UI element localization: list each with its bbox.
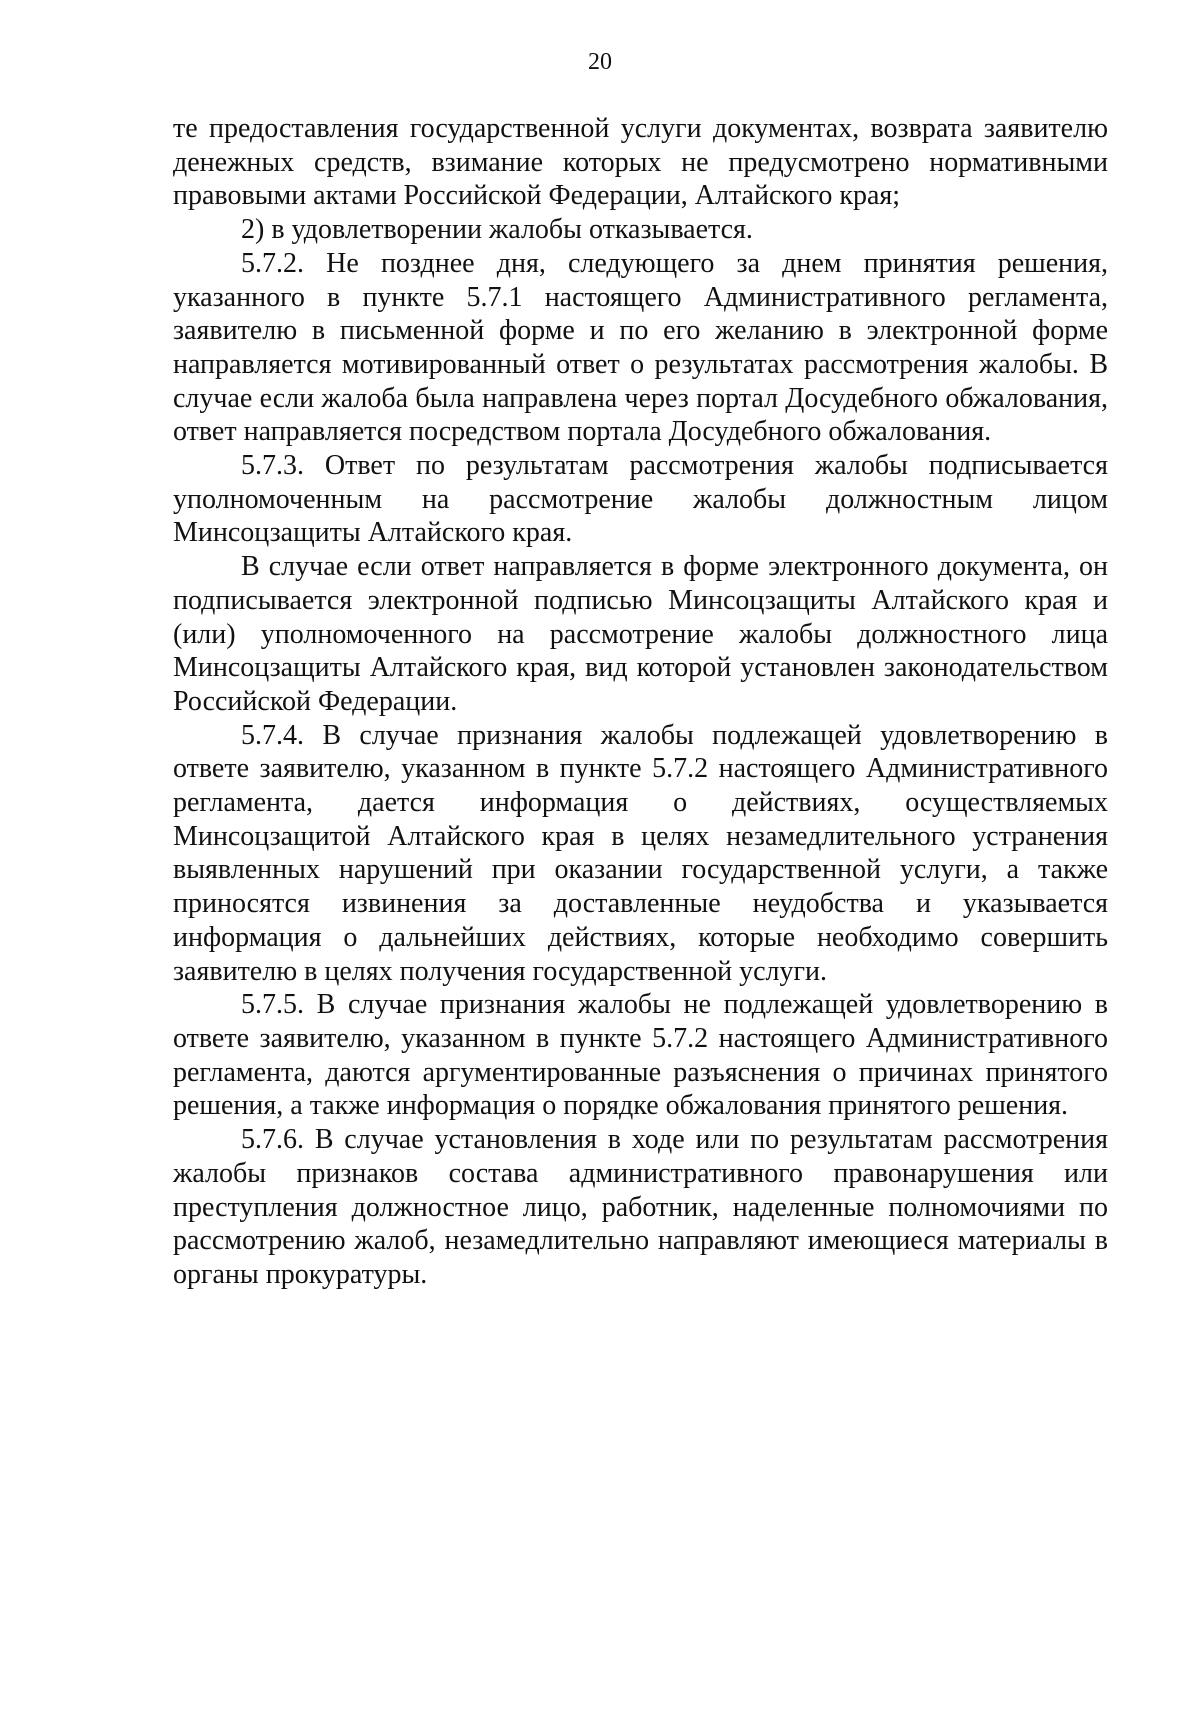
paragraph-5-7-6: 5.7.6. В случае установления в ходе или по результатам рассмотрения жалобы признаков состава административного правонарушения или преступления должностное лицо, работник, наделенные полномочиями по рассмотрению жалоб, незамедлительно направляют имеющиеся материалы в органы прокуратуры. (173, 1124, 1108, 1290)
paragraph-5-7-2: 5.7.2. Не позднее дня, следующего за днем принятия решения, указанного в пункте 5.7.1 настоящего Административного регламента, заявителю в письменной форме и по его желанию в электронной форме направляется мотивированный ответ о результатах рассмотрения жалобы. В случае если жалоба была направлена через портал Досудебного обжалования, ответ направляется посредством портала Досудебного обжалования. (173, 247, 1108, 448)
paragraph-electronic-signature: В случае если ответ направляется в форме электронного документа, он подписывается электронной подписью Минсоцзащиты Алтайского края и (или) уполномоченного на рассмотрение жалобы должностного лица Минсоцзащиты Алтайского края, вид которой установлен законодательством Российской Федерации. (173, 551, 1108, 717)
paragraph-5-7-5: 5.7.5. В случае признания жалобы не подлежащей удовлетворению в ответе заявителю, указанном в пункте 5.7.2 настоящего Административного регламента, даются аргументированные разъяснения о причинах принятого решения, а также информация о порядке обжалования принятого решения. (173, 989, 1108, 1122)
paragraph-item-2: 2) в удовлетворении жалобы отказывается. (241, 214, 753, 246)
paragraph-5-7-3: 5.7.3. Ответ по результатам рассмотрения жалобы подписывается уполномоченным на рассмотрение жалобы должностным лицом Минсоцзащиты Алтайского края. (173, 450, 1108, 549)
page-number: 20 (588, 49, 612, 75)
paragraph-5-7-4: 5.7.4. В случае признания жалобы подлежащей удовлетворению в ответе заявителю, указанном в пункте 5.7.2 настоящего Административного регламента, дается информация о действиях, осуществляемых Минсоцзащитой Алтайского края в целях незамедлительного устранения выявленных нарушений при оказании государственной услуги, а также приносятся извинения за доставленные неудобства и указывается информация о дальнейших действиях, которые необходимо совершить заявителю в целях получения государственной услуги. (173, 719, 1108, 987)
paragraph-continuation: те предоставления государственной услуги документах, возврата заявителю денежных средств, взимание которых не предусмотрено нормативными правовыми актами Российской Федерации, Алтайского края; (173, 113, 1108, 212)
document-body (173, 112, 1108, 1292)
